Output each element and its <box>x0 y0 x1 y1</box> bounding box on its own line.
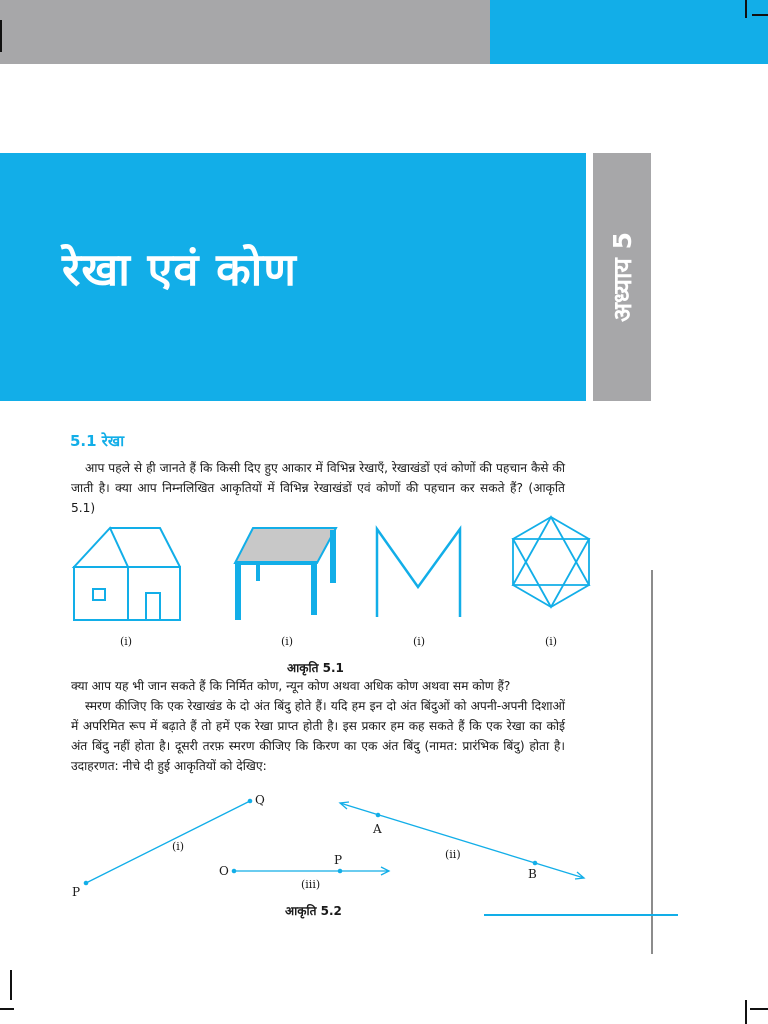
crop-mark <box>750 1008 768 1010</box>
point-label-p-ray: P <box>334 853 343 867</box>
point-label-b: B <box>528 867 537 881</box>
figure-label: (i) <box>281 635 294 648</box>
margin-rule-vertical <box>651 570 653 954</box>
paragraph-text: आप पहले से ही जानते हैं कि किसी दिए हुए आकार में विभिन्न रेखाएँ, रेखाखंडों एवं कोणों की पहचान कैसे की जाती है। क्या आप निम्नलिखित आकृतियों में विभिन्न रेखाखंडों एवं कोणों की पहचान कर सकते हैं? (आकृति 5.1) <box>71 461 565 515</box>
ray-label: (iii) <box>301 878 321 891</box>
point-label-p: P <box>72 885 81 899</box>
crop-mark <box>0 1008 14 1010</box>
figure-5-1 <box>60 525 600 630</box>
figure-caption: आकृति 5.2 <box>285 904 342 918</box>
crop-mark <box>10 970 12 1000</box>
segment-label: (i) <box>172 840 185 853</box>
point-label-a: A <box>373 822 382 836</box>
figure-caption: आकृति 5.1 <box>287 661 344 675</box>
ray-op <box>232 867 389 875</box>
figure-label: (i) <box>120 635 133 648</box>
figure-label: (i) <box>545 635 558 648</box>
crop-mark <box>0 20 2 52</box>
chapter-side-tab <box>593 153 651 401</box>
crop-mark <box>745 1000 747 1024</box>
paragraph-body <box>71 676 565 776</box>
line-label: (ii) <box>445 848 461 861</box>
paragraph-question: क्या आप यह भी जान सकते हैं कि निर्मित कोण, न्यून कोण अथवा अधिक कोण अथवा सम कोण हैं? <box>71 679 511 693</box>
header-bar-blue <box>490 0 768 64</box>
figure-label: (i) <box>413 635 426 648</box>
paragraph-text: स्मरण कीजिए कि एक रेखाखंड के दो अंत बिंदु होते हैं। यदि हम इन दो अंत बिंदुओं को अपनी-अपनी दिशाओं में अपरिमित रूप में बढ़ाते हैं तो हमें एक रेखा प्राप्त होती है। इस प्रकार हम कह सकते हैं कि एक रेखा का कोई अंत बिंदु नहीं होता है। दूसरी तरफ़ स्मरण कीजिए कि किरण का एक अंत बिंदु (नामत: प्रारंभिक बिंदु) होता है। उदाहरणत: नीचे दी हुई आकृतियों को देखिए: <box>71 699 565 773</box>
chapter-number-label: अध्याय 5 <box>608 231 637 323</box>
house-figure <box>74 528 180 620</box>
paragraph-intro <box>71 458 565 518</box>
hexagon-star-figure <box>513 517 589 607</box>
table-figure <box>235 528 336 620</box>
margin-rule-horizontal <box>484 914 678 916</box>
section-heading: 5.1 रेखा <box>70 432 125 450</box>
m-letter-figure <box>377 529 460 617</box>
line-ab <box>340 802 584 879</box>
header-bar-grey <box>0 0 490 64</box>
crop-mark <box>745 0 747 18</box>
chapter-title: रेखा एवं कोण <box>62 243 297 296</box>
point-label-o: O <box>219 864 229 878</box>
point-label-q: Q <box>255 793 265 807</box>
crop-mark <box>752 14 768 16</box>
